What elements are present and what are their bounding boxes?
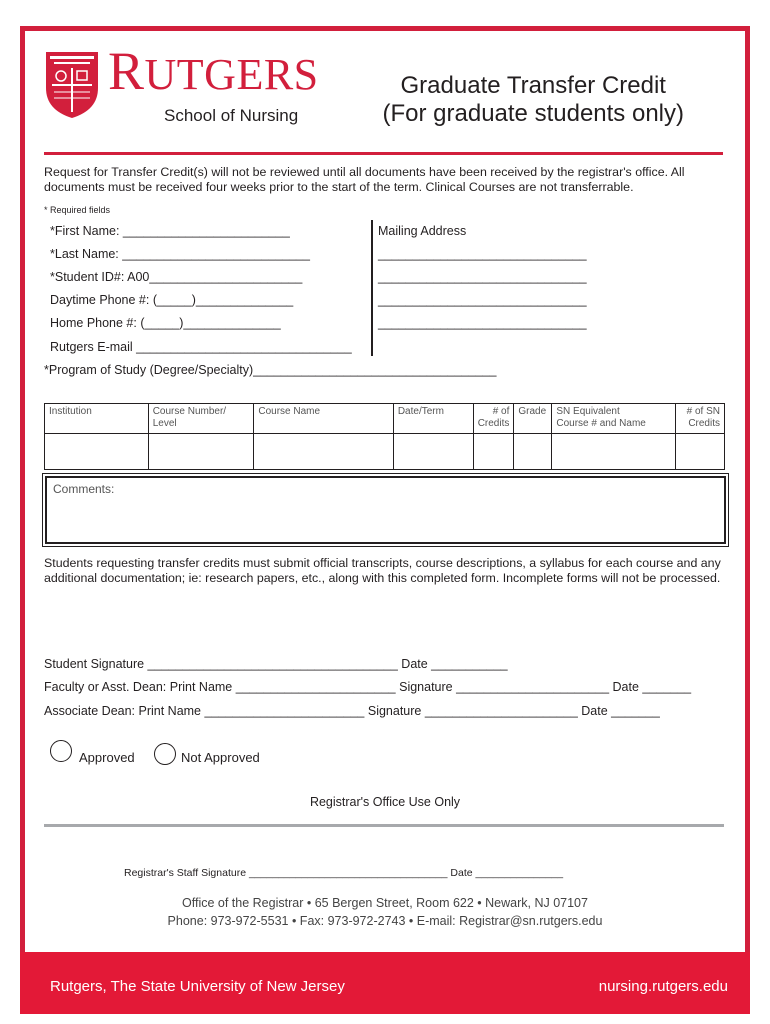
office-use-heading: Registrar's Office Use Only: [309, 795, 461, 809]
office-use-rule: [44, 824, 724, 827]
form-title: [383, 72, 685, 128]
table-cell[interactable]: [45, 434, 149, 470]
approved-label: Approved: [79, 750, 135, 765]
school-name: School of Nursing: [164, 106, 299, 125]
notice-text: Request for Transfer Credit(s) will not be reviewed until all documents have been received by the registrar's office. All documents must be received four weeks prior to the start of the term. Clinical Courses are not transferrable.: [44, 165, 685, 194]
home-phone-field[interactable]: Home Phone #: (_____)______________: [50, 316, 281, 330]
col-course-number: Course Number/ Level: [148, 404, 254, 434]
title-line-2: (For graduate students only): [382, 100, 684, 127]
table-cell[interactable]: [473, 434, 514, 470]
footer-website-link[interactable]: nursing.rutgers.edu: [598, 978, 728, 995]
office-contact: Phone: 973-972-5531 • Fax: 973-972-2743 • E-mail: Registrar@sn.rutgers.edu: [167, 914, 603, 928]
table-cell[interactable]: [254, 434, 393, 470]
mailing-address-line[interactable]: ______________________________: [378, 293, 587, 307]
faculty-signature-line[interactable]: Faculty or Asst. Dean: Print Name _______________________ Signature ______________________ Date _______: [44, 680, 692, 694]
rutgers-shield-icon: [44, 48, 100, 120]
col-credits: # of Credits: [473, 404, 514, 434]
table-header-row: [45, 404, 725, 434]
not-approved-label: Not Approved: [181, 750, 260, 765]
mailing-address-line[interactable]: ______________________________: [378, 247, 587, 261]
student-signature-line[interactable]: Student Signature ____________________________________ Date ___________: [44, 657, 508, 671]
mailing-address-line[interactable]: ______________________________: [378, 270, 587, 284]
table-cell[interactable]: [514, 434, 552, 470]
col-date-term: Date/Term: [393, 404, 473, 434]
table-cell[interactable]: [552, 434, 676, 470]
requirements-paragraph: Students requesting transfer credits must submit official transcripts, course descriptions, a syllabus for each course and any additional documentation; ie: research papers, etc., along with this completed form. Incomplete forms will not be processed.: [44, 556, 721, 585]
title-rule: [44, 152, 723, 155]
required-note: * Required fields: [44, 205, 111, 215]
office-address: Office of the Registrar • 65 Bergen Street, Room 622 • Newark, NJ 07107: [182, 896, 588, 910]
col-course-name: Course Name: [254, 404, 393, 434]
not-approved-radio[interactable]: [154, 743, 176, 765]
program-field[interactable]: *Program of Study (Degree/Specialty)___________________________________: [44, 363, 497, 377]
course-table: [44, 403, 725, 470]
table-cell[interactable]: [148, 434, 254, 470]
col-institution: Institution: [45, 404, 149, 434]
comments-label: Comments:: [53, 482, 115, 496]
comments-box[interactable]: [45, 476, 726, 544]
mailing-address-line[interactable]: ______________________________: [378, 316, 587, 330]
rutgers-wordmark: [108, 41, 319, 101]
email-field[interactable]: Rutgers E-mail _______________________________: [50, 340, 352, 354]
mailing-address-label: Mailing Address: [378, 224, 467, 238]
header: [44, 41, 724, 136]
footer-bar: [20, 952, 750, 1014]
last-name-field[interactable]: *Last Name: ___________________________: [50, 247, 310, 261]
wordmark-rest: UTGERS: [144, 50, 319, 99]
table-cell[interactable]: [393, 434, 473, 470]
associate-dean-signature-line[interactable]: Associate Dean: Print Name _______________________ Signature ______________________ Date _______: [44, 704, 660, 718]
first-name-field[interactable]: *First Name: ________________________: [50, 224, 290, 238]
table-cell[interactable]: [675, 434, 724, 470]
student-id-field[interactable]: *Student ID#: A00______________________: [50, 270, 303, 284]
col-sn-credits: # of SN Credits: [675, 404, 724, 434]
approved-radio[interactable]: [50, 740, 72, 762]
col-grade: Grade: [514, 404, 552, 434]
title-line-1: Graduate Transfer Credit: [400, 72, 666, 99]
footer-university: Rutgers, The State University of New Jersey: [50, 978, 345, 995]
col-sn-equivalent: SN Equivalent Course # and Name: [552, 404, 676, 434]
daytime-phone-field[interactable]: Daytime Phone #: (_____)______________: [50, 293, 294, 307]
field-divider: [371, 220, 373, 356]
staff-signature-line[interactable]: Registrar's Staff Signature __________________________________ Date _______________: [124, 867, 564, 879]
wordmark-initial: R: [108, 41, 145, 101]
table-row[interactable]: [45, 434, 725, 470]
